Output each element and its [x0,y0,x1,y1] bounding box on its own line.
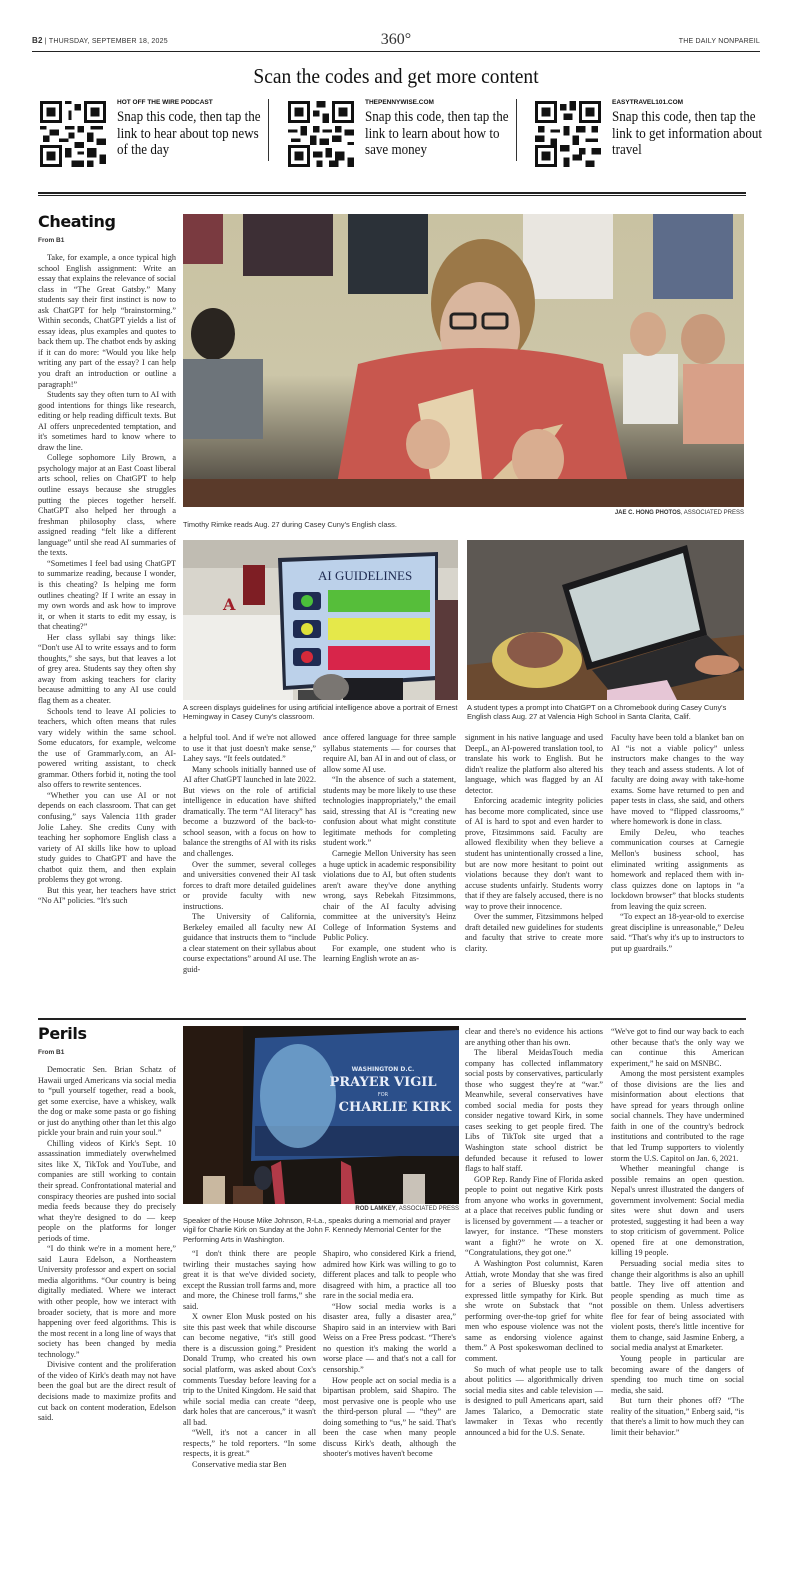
cheating-column-4: signment in his native language and used DeepL, an AI-powered translation tool, to translate his work to English. But he didn't realize the platform also altered his language, which was flagged by an AI detector. Enforcing academic integrity policies has become more complicated, since use of AI is hard to spot and even harder to prove, Fitzsimmons said. Faculty are allowed flexibility when they believe a student has unintentionally crossed a line, but are now more hesitant to point out violations because they don't want to accuse students unfairly. Students worry that if they are falsely accused, there is no way to prove their innocence. Over the summer, Fitzsimmons helped draft detailed new guidelines for students and faculty that strive to create more clarity. [465,733,603,953]
svg-text:FOR: FOR [377,1092,389,1098]
qr-code-icon[interactable] [535,101,601,167]
svg-text:PRAYER VIGIL: PRAYER VIGIL [329,1075,437,1090]
section-name: 360° [380,31,412,48]
cheating-column-2: a helpful tool. And if we're not allowed to use it that just doesn't make sense,” Lahey says. “It feels outdated.” Many schools initially banned use of AI after ChatGPT launched in late 2022. But views on the role of artificial intelligence in education have shifted dramatically. The term “AI literacy” has become a buzzword of the back-to-school season, with a focus on how to balance the strengths of AI with its risks and challenges. Over the summer, several colleges and universities convened their AI task forces to draft more detailed guidelines or provide faculty with new instructions. The University of California, Berkeley emailed all faculty new AI guidance that instructs them to “include a clear statement on their syllabus about course expectations” around AI use. The guid- [183,733,316,975]
qr-code-icon[interactable] [288,101,354,167]
section-rule [38,192,746,194]
jump-line: From B1 [38,1049,65,1056]
folio-separator: | [44,38,49,45]
publication-date: THURSDAY, SEPTEMBER 18, 2025 [48,38,168,45]
headline-cheating: Cheating [38,212,116,231]
section-rule [38,1018,746,1020]
photo-caption: Timothy Rimke reads Aug. 27 during Casey Cuny's English class. [183,520,397,529]
photo-caption: A screen displays guidelines for using artificial intelligence above a portrait of Ernest Hemingway in Casey Cuny's classroom. [183,703,458,722]
photo-student-chromebook [467,540,744,700]
perils-column-2: “I don't think there are people twirling their mustaches saying how great it is that we've divided society, except the Russian troll farms and, more and more, the Chinese troll farms,” she said. X owner Elon Musk posted on his site this past week that while discourse can become negative, “it's still good there is a discussion going.” President Donald Trump, who created his own social platform, was asked about Cox's comments Tuesday before leaving for a trip to the United Kingdom. He said that while social media can create “deep, dark holes that are cancerous,” it wasn't all bad. “Well, it's not a cancer in all respects,” he told reporters. “In some respects, it is great.” Conservative media star Ben [183,1249,316,1469]
cheating-column-3: ance offered language for three sample syllabus statements — for courses that require AI, ban AI in and out of class, or allow some AI use. “In the absence of such a statement, students may be more likely to use these technologies inappropriately,” the email said, stressing that AI is “creating new confusion about what might constitute legitimate methods for completing student work.” Carnegie Mellon University has seen a huge uptick in academic responsibility violations due to AI, but often students aren't aware they've done anything wrong, says Rebekah Fitzsimmons, chair of the AI faculty advising committee at the university's Heinz College of Information Systems and Public Policy. For example, one student who is learning English wrote an as- [323,733,456,964]
jump-line: From B1 [38,237,65,244]
photo-student-reading-image [183,214,744,507]
photo-caption: A student types a prompt into ChatGPT on a Chromebook during Casey Cuny's English class Aug. 27 at Valencia High School in Santa Clarita, Calif. [467,703,727,722]
section-rule [38,195,746,196]
promo-travel[interactable] [535,99,775,173]
promo-divider [516,99,517,161]
perils-column-5: “We've got to find our way back to each other because that's the only way we can continue this American experiment,” he said on MSNBC. Among the most persistent examples of those divisions are the lies and misinformation about elections that have spread for years through online social channels. They have undermined faith in one of the country's bedrock institutions and contributed to the rage that led Trump supporters to violently storm the U.S. Capitol on Jan. 6, 2021. Whether meaningful change is possible remains an open question. Nepal's unrest illustrated the dangers of government involvement: Social media sites were shut down and users protested, suggesting it had been a way to stop criticism of government. Police opened fire at one demonstration, killing 19 people. Persuading social media sites to change their algorithms is also an uphill battle. They live off attention and people spending as much time as possible on them. Unless advertisers flee for fear of being associated with violent posts, there's little incentive for them to change, said Jasmine Enberg, a social media analyst at Emarketer. Young people in particular are becoming aware of the dangers of spending too much time on social media, she said. But turn their phones off? “The reality of the situation,” Enberg said, “is that there's a limit to how much they can limit their behavior.” [611,1027,744,1437]
photo-credit: JAE C. HONG PHOTOS, ASSOCIATED PRESS [614,510,744,516]
promo-pennywise[interactable] [288,99,528,173]
photo-caption: Speaker of the House Mike Johnson, R-La., speaks during a memorial and prayer vigil for Charlie Kirk on Sunday at the John F. Kennedy Memorial Center for the Performing Arts in Washington. [183,1216,451,1244]
headline-perils: Perils [38,1024,87,1043]
promo-podcast[interactable] [40,99,280,173]
promo-kicker: EASYTRAVEL101.COM [612,99,684,106]
promo-title: Scan the codes and get more content [253,64,539,88]
photo-credit: ROD LAMKEY, ASSOCIATED PRESS [355,1206,459,1212]
photo-vigil-image [183,1026,459,1204]
svg-text:A: A [223,595,236,614]
perils-column-4: clear and there's no evidence his actions are anything other than his own. The liberal MeidasTouch media company has collected inflammatory social posts by conservatives, particularly those who suggest they're at “war.” Meanwhile, several conservatives have combed social media for posts they consider negative toward Kirk, in some cases seeking to get people fired. The Libs of TikTok site urged that a Washington state school district be defunded because it refused to lower flags to half staff. GOP Rep. Randy Fine of Florida asked people to point out negative Kirk posts from anyone who works in government, at a place that receives public funding or is licensed by government — a teacher or lawyer, for instance. “These monsters want a fight?” he wrote on X. “Congratulations, they got one.” A Washington Post columnist, Karen Attiah, wrote Monday that she was fired for a series of Bluesky posts that expressed little sympathy for Kirk. But she wrote on Substack that “not performing over-the-top grief for white men who espouse violence was not the same as endorsing violence against them.” A Post spokeswoman declined to comment. So much of what people use to talk about politics — algorithmically driven social media sites and cable television — is designed to pull Americans apart, said James Talarico, a Democratic state lawmaker in Texas who recently announced a bid for the U.S. Senate. [465,1027,603,1437]
photo-classroom-image [183,540,458,700]
photo-prayer-vigil [183,1026,459,1204]
promo-kicker: HOT OFF THE WIRE PODCAST [117,99,213,106]
svg-text:CHARLIE KIRK: CHARLIE KIRK [338,1100,452,1115]
folio-rule [32,51,760,52]
cheating-column-1: Take, for example, a once typical high school English assignment: Write an essay that explains the relevance of social class in “The Great Gatsby.” Many students say their first instinct is now to ask ChatGPT for help “brainstorming.” Within seconds, ChatGPT yields a list of essay ideas, plus examples and quotes to back them up. The chatbot ends by asking if it can do more: “Would you like help writing any part of the essay? I can help you draft an introduction or outline a paragraph!” Students say they often turn to AI with good intentions for things like research, editing or help reading difficult texts. But AI offers unprecedented temptation, and it's sometimes hard to know where to draw the line. College sophomore Lily Brown, a psychology major at an East Coast liberal arts school, relies on ChatGPT to help outline essays because she struggles putting the pieces together herself. ChatGPT also helped her through a freshman philosophy class, where assigned reading “felt like a different language” until she read AI summaries of the texts. “Sometimes I feel bad using ChatGPT to summarize reading, because I wonder, is this cheating? Is helping me form outlines cheating? If I write an essay in my own words and ask how to improve it, or when it starts to edit my essay, is that cheating?” Her class syllabi say things like: “Don't use AI to write essays and to form thoughts,” she says, but that leaves a lot of grey area. Students say they often shy away from asking teachers for clarity because admitting to any AI use could flag them as a cheater. Schools tend to leave AI policies to teachers, which often means that rules vary widely within the same school. Some educators, for example, welcome the use of Grammarly.com, an AI-powered writing assistant, to check grammar. Others forbid it, noting the tool also offers to rewrite sentences. “Whether you can use AI or not depends on each classroom. That can get confusing,” says Valencia 11th grader Jolie Lahey. She credits Cuny with teaching her sophomore English class a variety of AI skills like how to upload study guides to ChatGPT and have the chatbot quiz them, and then explain problems they got wrong. But this year, her teachers have strict “No AI” policies. “It's such [38,253,176,906]
page-number: B2 [32,36,43,45]
promo-body: Snap this code, then tap the link to learn about how to save money [365,109,509,158]
screen-title: AI GUIDELINES [318,568,413,583]
photo-chromebook-image [467,540,744,700]
qr-code-icon[interactable] [40,101,106,167]
cheating-column-5: Faculty have been told a blanket ban on AI “is not a viable policy” unless instructors make changes to the way they teach and assess students. A lot of faculty are doing away with take-home exams. Some have returned to pen and paper tests in class, she said, and others have moved to “flipped classrooms,” where homework is done in class. Emily DeJeu, who teaches communication courses at Carnegie Mellon's business school, has eliminated writing assignments as homework and replaced them with in-class quizzes done on laptops in “a lockdown browser” that blocks students from leaving the quiz screen. “To expect an 18-year-old to exercise great discipline is unreasonable,” DeJeu said. “That's why it's up to instructors to put up guardrails.” [611,733,744,953]
newspaper-name: THE DAILY NONPAREIL [678,38,760,45]
promo-kicker: THEPENNYWISE.COM [365,99,434,106]
promo-divider [268,99,269,161]
main-photo-student-reading [183,214,744,507]
photo-ai-guidelines-screen [183,540,458,700]
page-folio [32,31,760,50]
perils-column-3: Shapiro, who considered Kirk a friend, admired how Kirk was willing to go to different places and talk to people who disagreed with him, a practice all too rare in the social media era. “How social media works is a disaster area, fully a disaster area,” Shapiro said in an interview with Bari Weiss on a Free Press podcast. “There's no question it's making the world a worse place — and that's not a call for censorship.” How people act on social media is a bipartisan problem, said Shapiro. The most pervasive one is people who use the third-person plural — “they” are doing something to “us,” he said. That's been the case when many people discuss Kirk's death, although the shooter's motives haven't become [323,1249,456,1459]
perils-column-1: Democratic Sen. Brian Schatz of Hawaii urged Americans via social media to “pull yourself together, read a book, get some exercise, have a whiskey, walk the dog or make some pasta or go fishing or just do anything other than let this algo pickle your brain and ruin your soul.” Chilling videos of Kirk's Sept. 10 assassination immediately overwhelmed sites like X, TikTok and YouTube, and companies are still working to contain their spread. Confrontational material and conspiracy theories are pushed into social media feeds because they do precisely what they're designed to do — keep people on the platforms for longer periods of time. “I do think we're in a moment here,” said Laura Edelson, a Northeastern University professor and expert on social media algorithms. “Our country is being digitally mediated. Where we interact with other people, how we interact with broader society, that is more and more happening over feed algorithms. This is the most recent in a long line of ways that society has been changed by media technology.” Divisive content and the proliferation of the video of Kirk's death may not have been the goal but are the direct result of decisions made to maximize profits and cut back on content moderation, Edelson said. [38,1065,176,1423]
promo-body: Snap this code, then tap the link to get information about travel [612,109,763,158]
svg-text:WASHINGTON D.C.: WASHINGTON D.C. [351,1066,415,1073]
promo-body: Snap this code, then tap the link to hear about top news of the day [117,109,261,158]
